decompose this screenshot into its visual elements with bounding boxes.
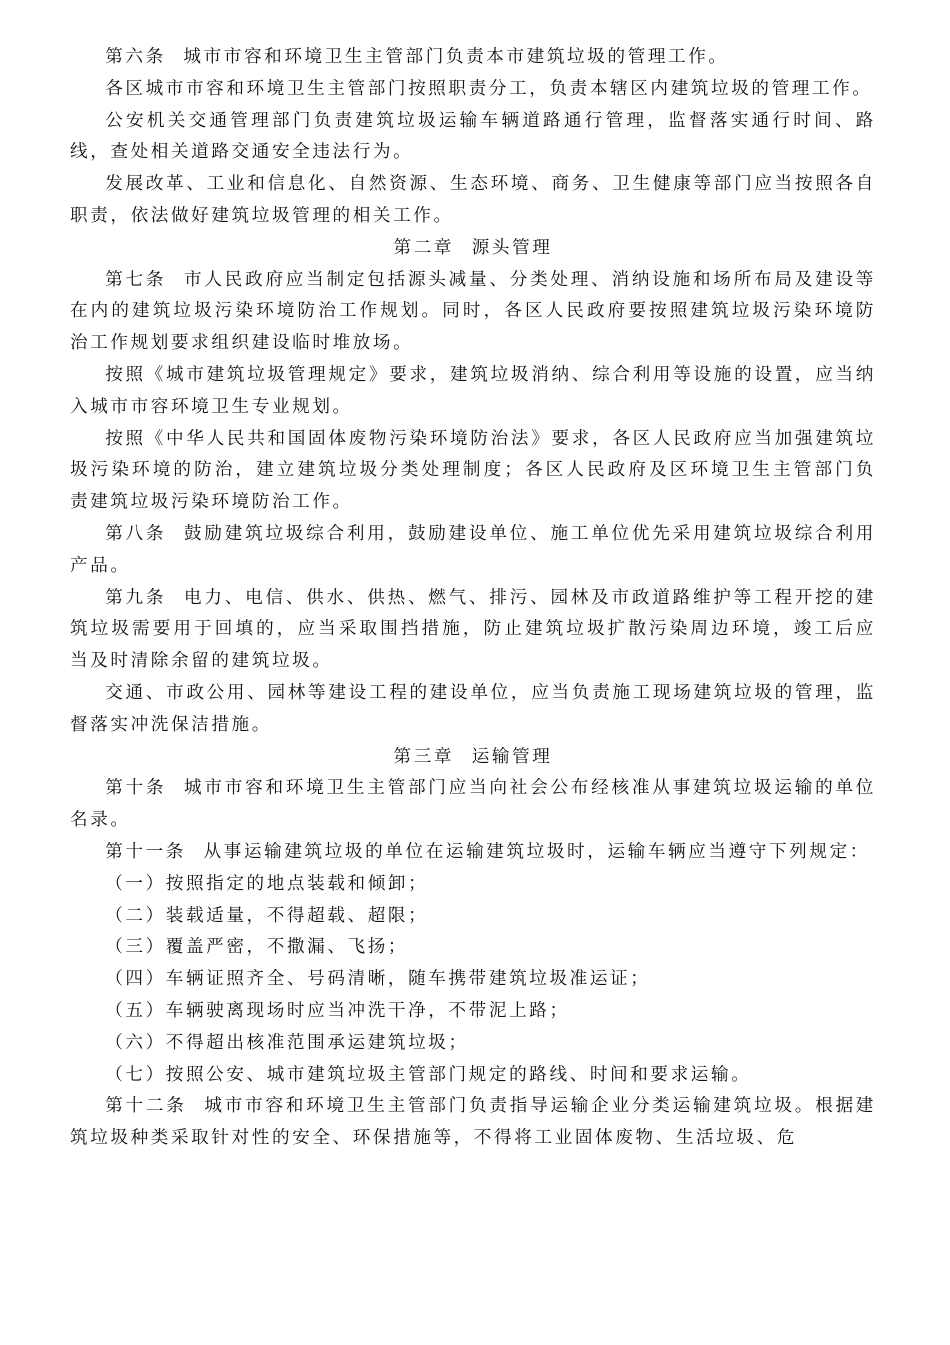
list-item: （六）不得超出核准范围承运建筑垃圾； bbox=[105, 1032, 469, 1053]
article-paragraph bbox=[70, 773, 876, 837]
article-text: 从事运输建筑垃圾的单位在运输建筑垃圾时，运输车辆应当遵守下列规定： bbox=[203, 841, 870, 862]
article-paragraph bbox=[70, 583, 876, 678]
article-text: 鼓励建筑垃圾综合利用，鼓励建设单位、施工单位优先采用建筑垃圾综合利用产品。 bbox=[70, 523, 876, 576]
paragraph: 公安机关交通管理部门负责建筑垃圾运输车辆道路通行管理，监督落实通行时间、路线，查处相关道路交通安全违法行为。 bbox=[70, 110, 876, 163]
article-number: 第九条 bbox=[105, 587, 167, 608]
article-number: 第八条 bbox=[105, 523, 167, 544]
list-item: （五）车辆驶离现场时应当冲洗干净，不带泥上路； bbox=[105, 1000, 570, 1021]
list-item: （二）装载适量，不得超载、超限； bbox=[105, 905, 429, 926]
article-text: 城市市容和环境卫生主管部门负责指导运输企业分类运输建筑垃圾。根据建筑垃圾种类采取针对性的安全、环保措施等，不得将工业固体废物、生活垃圾、危 bbox=[70, 1096, 876, 1149]
article-paragraph bbox=[70, 1091, 876, 1155]
article-text: 电力、电信、供水、供热、燃气、排污、园林及市政道路维护等工程开挖的建筑垃圾需要用于回填的，应当采取围挡措施，防止建筑垃圾扩散污染周边环境，竣工后应当及时清除余留的建筑垃圾。 bbox=[70, 587, 876, 672]
list-item: （四）车辆证照齐全、号码清晰，随车携带建筑垃圾准运证； bbox=[105, 969, 651, 990]
paragraph: 按照《中华人民共和国固体废物污染环境防治法》要求，各区人民政府应当加强建筑垃圾污染环境的防治，建立建筑垃圾分类处理制度；各区人民政府及区环境卫生主管部门负责建筑垃圾污染环境防治工作。 bbox=[70, 428, 876, 513]
document-body bbox=[70, 42, 876, 1155]
article-paragraph bbox=[70, 265, 876, 360]
paragraph: 发展改革、工业和信息化、自然资源、生态环境、商务、卫生健康等部门应当按照各自职责，依法做好建筑垃圾管理的相关工作。 bbox=[70, 174, 876, 226]
article-number: 第十二条 bbox=[105, 1096, 187, 1117]
chapter-heading bbox=[70, 233, 876, 265]
paragraph: 按照《城市建筑垃圾管理规定》要求，建筑垃圾消纳、综合利用等设施的设置，应当纳入城市市容环境卫生专业规划。 bbox=[70, 364, 876, 417]
paragraph: 交通、市政公用、园林等建设工程的建设单位，应当负责施工现场建筑垃圾的管理，监督落实冲洗保洁措施。 bbox=[70, 682, 876, 735]
chapter-number: 第三章 bbox=[393, 746, 455, 767]
article-paragraph bbox=[70, 837, 876, 869]
article-number: 第七条 bbox=[105, 269, 167, 290]
article-number: 第十一条 bbox=[105, 841, 186, 862]
chapter-title: 源头管理 bbox=[471, 237, 553, 258]
list-item: （三）覆盖严密，不撒漏、飞扬； bbox=[105, 937, 409, 958]
paragraph: 各区城市市容和环境卫生主管部门按照职责分工，负责本辖区内建筑垃圾的管理工作。 bbox=[105, 78, 873, 99]
chapter-number: 第二章 bbox=[393, 237, 455, 258]
article-number: 第六条 bbox=[105, 47, 166, 67]
list-item: （七）按照公安、城市建筑垃圾主管部门规定的路线、时间和要求运输。 bbox=[105, 1064, 752, 1085]
chapter-heading bbox=[70, 742, 876, 774]
article-paragraph bbox=[70, 42, 876, 74]
article-paragraph bbox=[70, 519, 876, 583]
article-number: 第十条 bbox=[105, 778, 167, 799]
article-text: 城市市容和环境卫生主管部门负责本市建筑垃圾的管理工作。 bbox=[183, 47, 729, 67]
list-item: （一）按照指定的地点装载和倾卸； bbox=[105, 873, 429, 894]
article-text: 市人民政府应当制定包括源头减量、分类处理、消纳设施和场所布局及建设等在内的建筑垃圾污染环境防治工作规划。同时，各区人民政府要按照建筑垃圾污染环境防治工作规划要求组织建设临时堆放场。 bbox=[70, 269, 876, 354]
article-text: 城市市容和环境卫生主管部门应当向社会公布经核准从事建筑垃圾运输的单位名录。 bbox=[70, 778, 876, 831]
chapter-title: 运输管理 bbox=[471, 746, 553, 767]
